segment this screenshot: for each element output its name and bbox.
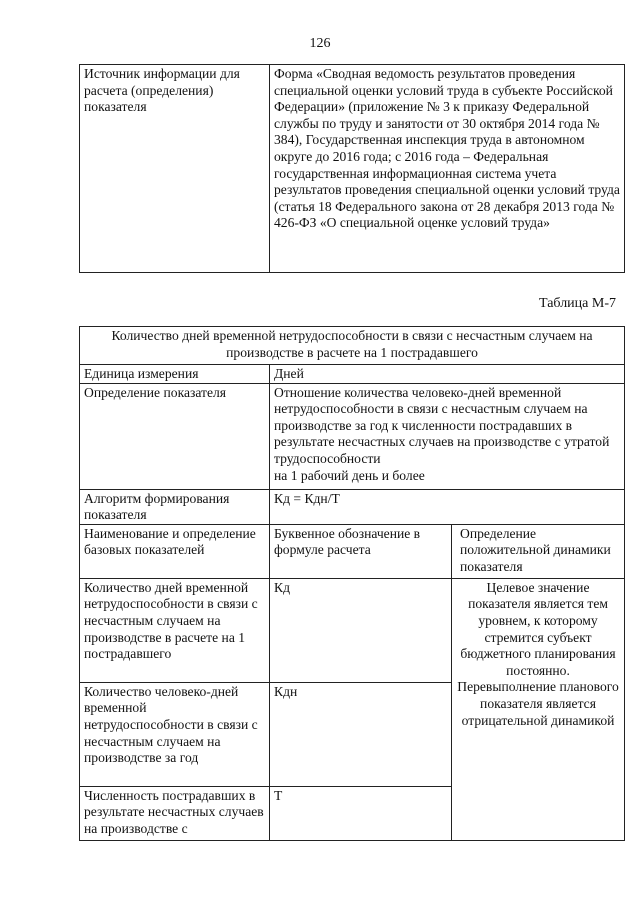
definition-text-continued: на 1 рабочий день и более — [274, 467, 425, 483]
algorithm-row — [80, 489, 625, 524]
table-title: Количество дней временной нетрудоспособности в связи с несчастным случаем на производстве в расчете на 1 пострадавшего — [80, 327, 625, 365]
column-header-dynamics: Определение положительной динамики показателя — [452, 524, 625, 578]
info-source-table — [79, 64, 625, 273]
algorithm-label: Алгоритм формирования показателя — [80, 489, 270, 524]
info-source-row — [80, 65, 625, 273]
definition-label: Определение показателя — [80, 383, 270, 489]
column-header-symbol: Буквенное обозначение в формуле расчета — [270, 524, 452, 578]
table-row — [80, 578, 625, 682]
row-symbol: Кд — [270, 578, 452, 682]
unit-label: Единица измерения — [80, 365, 270, 384]
row-symbol: Т — [270, 786, 452, 840]
row-name: Численность пострадавших в результате несчастных случаев на производстве с — [80, 786, 270, 840]
row-symbol: Кдн — [270, 682, 452, 786]
definition-row — [80, 383, 625, 489]
definition-value — [270, 383, 625, 489]
table-caption: Таблица М-7 — [539, 296, 616, 311]
definition-text: Отношение количества человеко-дней временной нетрудоспособности в связи с несчастным случаем на производстве за год к численности пострадавших в результате несчастных случаев на производстве с утратой трудоспособности — [274, 384, 610, 466]
row-name: Количество человеко-дней временной нетрудоспособности в связи с несчастным случаем на производстве за год — [80, 682, 270, 786]
page-number: 126 — [309, 36, 331, 51]
algorithm-formula: Кд = Кдн/Т — [270, 489, 625, 524]
dynamics-description: Целевое значение показателя является тем уровнем, к которому стремится субъект бюджетного планирования постоянно. Перевыполнение планового показателя является отрицательной динамикой — [452, 578, 625, 840]
info-source-label: Источник информации для расчета (определения) показателя — [80, 65, 270, 273]
indicator-table — [79, 326, 625, 841]
row-name: Количество дней временной нетрудоспособности в связи с несчастным случаем на производстве в расчете на 1 пострадавшего — [80, 578, 270, 682]
table-title-row — [80, 327, 625, 365]
column-header-row — [80, 524, 625, 578]
unit-row — [80, 365, 625, 384]
info-source-value: Форма «Сводная ведомость результатов проведения специальной оценки условий труда в субъекте Российской Федерации» (приложение № 3 к приказу Федеральной службы по труду и занятости от 30 октября 2014 года № 384), Государственная инспекция труда в автономном округе до 2016 года; с 2016 года – Федеральная государственная информационная система учета результатов проведения специальной оценки условий труда (статья 18 Федерального закона от 28 декабря 2013 года № 426-ФЗ «О специальной оценке условий труда» — [270, 65, 625, 273]
unit-value: Дней — [270, 365, 625, 384]
column-header-name: Наименование и определение базовых показателей — [80, 524, 270, 578]
